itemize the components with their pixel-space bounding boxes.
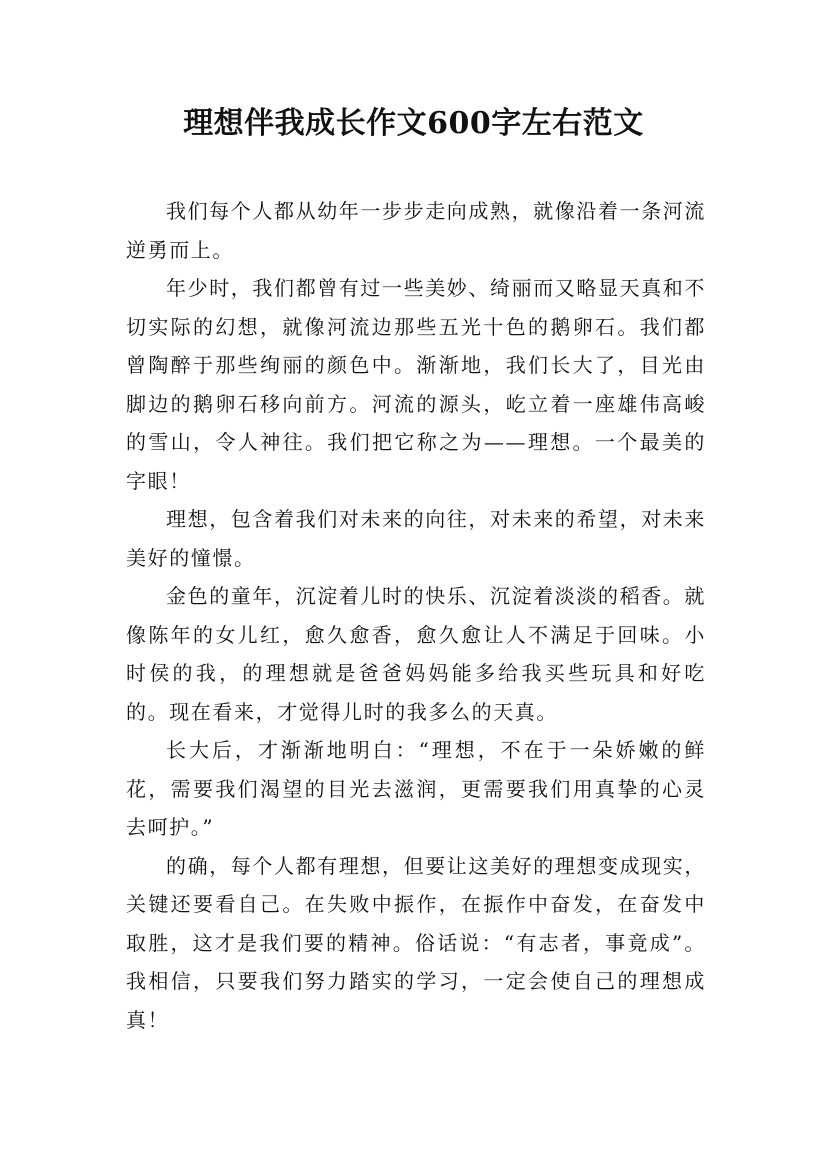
paragraph: 的确，每个人都有理想，但要让这美好的理想变成现实，关键还要看自己。在失败中振作，在振作中奋发，在奋发中取胜，这才是我们要的精神。俗话说：“有志者，事竟成”。我相信，只要我们努力踏实的学习，一定会使自己的理想成真！: [126, 853, 706, 1032]
paragraph: 我们每个人都从幼年一步步走向成熟，就像沿着一条河流逆勇而上。: [126, 199, 706, 262]
document-body: [126, 192, 706, 1039]
paragraph: 长大后，才渐渐地明白：“理想，不在于一朵娇嫩的鲜花，需要我们渴望的目光去滋润，更需要我们用真挚的心灵去呵护。”: [126, 738, 706, 839]
paragraph: 金色的童年，沉淀着儿时的快乐、沉淀着淡淡的稻香。就像陈年的女儿红，愈久愈香，愈久愈让人不满足于回味。小时侯的我，的理想就是爸爸妈妈能多给我买些玩具和好吃的。现在看来，才觉得儿时的我多么的天真。: [126, 584, 706, 724]
paragraph: 年少时，我们都曾有过一些美妙、绮丽而又略显天真和不切实际的幻想，就像河流边那些五光十色的鹅卵石。我们都曾陶醉于那些绚丽的颜色中。渐渐地，我们长大了，目光由脚边的鹅卵石移向前方。河流的源头，屹立着一座雄伟高峻的雪山，令人神往。我们把它称之为——理想。一个最美的字眼！: [126, 276, 706, 493]
document-title: 理想伴我成长作文600字左右范文: [183, 106, 644, 141]
paragraph: 理想，包含着我们对未来的向往，对未来的希望，对未来美好的憧憬。: [126, 507, 706, 570]
